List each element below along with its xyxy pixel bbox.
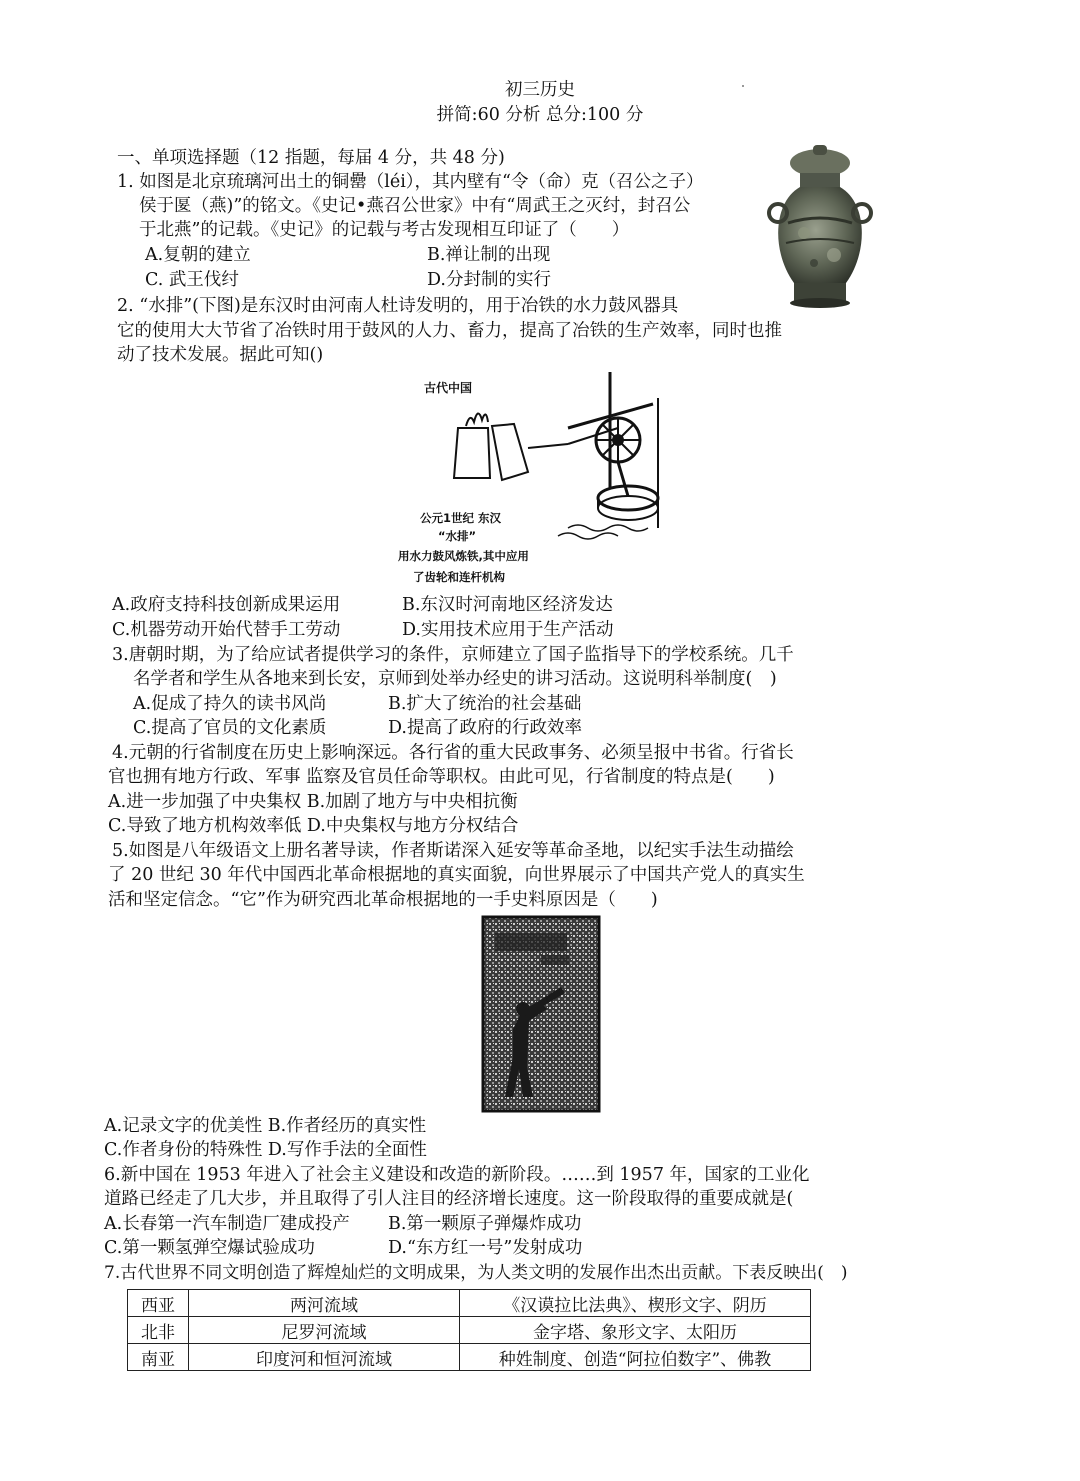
- q5-line-1: 5.如图是八年级语文上册名著导读，作者斯诺深入延安等革命圣地，以纪实手法生动描绘: [112, 841, 794, 861]
- q2-option-b: B.东汉时河南地区经济发达: [402, 595, 613, 615]
- page-title: 初三历史: [505, 80, 575, 100]
- q3-line-1: 3.唐朝时期，为了给应试者提供学习的条件，京师建立了国子监指导下的学校系统。几千: [112, 645, 794, 665]
- q1-option-a: A.复朝的建立: [145, 245, 251, 265]
- q4-options-ab: A.进一步加强了中央集权 B.加剧了地方与中央相抗衡: [108, 792, 518, 812]
- bronze-lei-image: [764, 143, 874, 309]
- q6-line-2: 道路已经走了几大步，并且取得了引人注目的经济增长速度。这一阶段取得的重要成就是(: [104, 1189, 794, 1209]
- figure-caption-3: 用水力鼓风炼铁,其中应用: [398, 549, 529, 563]
- q5-line-3: 活和坚定信念。“它”作为研究西北革命根据地的一手史料原因是（ ): [108, 890, 658, 910]
- book-cover-drawing: [483, 917, 599, 1111]
- q3-option-d: D.提高了政府的行政效率: [388, 718, 582, 738]
- q1-line-1: 1. 如图是北京琉璃河出土的铜罍（léi），其内壁有“令（命）克（召公之子）: [117, 172, 704, 192]
- table-cell-river: 尼罗河流域: [189, 1317, 460, 1344]
- bronze-lei-drawing: [764, 143, 874, 309]
- q2-option-d: D.实用技术应用于生产活动: [402, 620, 614, 640]
- q4-line-2: 官也拥有地方行政、军事 监察及官员任命等职权。由此可见，行省制度的特点是( ): [108, 767, 775, 787]
- table-row: [128, 1290, 811, 1317]
- table-cell-region: 北非: [128, 1317, 189, 1344]
- figure-caption-2: “水排”: [438, 529, 477, 543]
- water-bellows-drawing: [398, 368, 654, 590]
- table-row: [128, 1317, 811, 1344]
- q6-line-1: 6.新中国在 1953 年进入了社会主义建设和改造的新阶段。……到 1957 年，国家的工业化: [104, 1165, 810, 1185]
- figure-caption-1: 公元1世纪 东汉: [420, 511, 502, 525]
- q3-option-a: A.促成了持久的读书风尚: [133, 694, 327, 714]
- civilization-table: [127, 1289, 811, 1371]
- q3-option-c: C.提高了官员的文化素质: [133, 718, 327, 738]
- section-heading: 一、单项选择题（12 指题，每届 4 分，共 48 分): [117, 148, 505, 168]
- q6-option-a: A.长春第一汽车制造厂建成投产: [104, 1214, 350, 1234]
- q2-line-3: 动了技术发展。据此可知(): [117, 345, 324, 365]
- q2-line-1: 2. “水排”(下图)是东汉时由河南人杜诗发明的，用于冶铁的水力鼓风器具: [117, 296, 679, 316]
- page-subtitle: 拼简:60 分析 总分:100 分: [436, 105, 644, 125]
- q6-option-d: D.“东方红一号”发射成功: [388, 1238, 583, 1258]
- table-cell-region: 西亚: [128, 1290, 189, 1317]
- q7-line: 7.古代世界不同文明创造了辉煌灿烂的文明成果，为人类文明的发展作出杰出贡献。下表反映出( ): [104, 1263, 848, 1283]
- q2-option-a: A.政府支持科技创新成果运用: [112, 595, 341, 615]
- q6-option-c: C.第一颗氢弹空爆试验成功: [104, 1238, 315, 1258]
- q1-option-c: C. 武王伐纣: [145, 270, 239, 290]
- figure-label-top: 古代中国: [424, 381, 473, 395]
- table-cell-achievements: 金字塔、象形文字、太阳历: [460, 1317, 811, 1344]
- table-cell-achievements: 种姓制度、创造“阿拉伯数字”、佛教: [460, 1344, 811, 1371]
- water-bellows-figure: [398, 368, 654, 590]
- q3-option-b: B.扩大了统治的社会基础: [388, 694, 582, 714]
- q5-line-2: 了 20 世纪 30 年代中国西北革命根据地的真实面貌，向世界展示了中国共产党人的真实生: [108, 865, 805, 885]
- q2-line-2: 它的使用大大节省了冶铁时用于鼓风的人力、畜力，提高了冶铁的生产效率，同时也推: [117, 321, 782, 341]
- q1-option-d: D.分封制的实行: [427, 270, 551, 290]
- q5-options-cd: C.作者身份的特殊性 D.写作手法的全面性: [104, 1140, 427, 1160]
- q1-option-b: B.禅让制的出现: [427, 245, 551, 265]
- q4-line-1: 4.元朝的行省制度在历史上影响深远。各行省的重大民政事务、必须呈报中书省。行省长: [112, 743, 794, 763]
- q2-option-c: C.机器劳动开始代替手工劳动: [112, 620, 341, 640]
- table-row: [128, 1344, 811, 1371]
- table-cell-region: 南亚: [128, 1344, 189, 1371]
- q6-option-b: B.第一颗原子弹爆炸成功: [388, 1214, 582, 1234]
- table-cell-achievements: 《汉谟拉比法典》、楔形文字、阴历: [460, 1290, 811, 1317]
- q1-line-2: 侯于匽（燕)”的铭文。《史记•燕召公世家》中有“周武王之灭纣，封召公: [139, 196, 691, 216]
- q1-line-3: 于北燕”的记载。《史记》的记载与考古发现相互印证了（ ）: [139, 220, 630, 240]
- table-cell-river: 印度河和恒河流域: [189, 1344, 460, 1371]
- q5-options-ab: A.记录文字的优美性 B.作者经历的真实性: [104, 1116, 427, 1136]
- book-cover-image: [483, 917, 599, 1111]
- table-cell-river: 两河流域: [189, 1290, 460, 1317]
- figure-caption-4: 了齿轮和连杆机构: [413, 570, 505, 584]
- q3-line-2: 名学者和学生从各地来到长安，京师到处举办经史的讲习活动。这说明科举制度( ): [133, 669, 777, 689]
- q4-options-cd: C.导致了地方机构效率低 D.中央集权与地方分权结合: [108, 816, 519, 836]
